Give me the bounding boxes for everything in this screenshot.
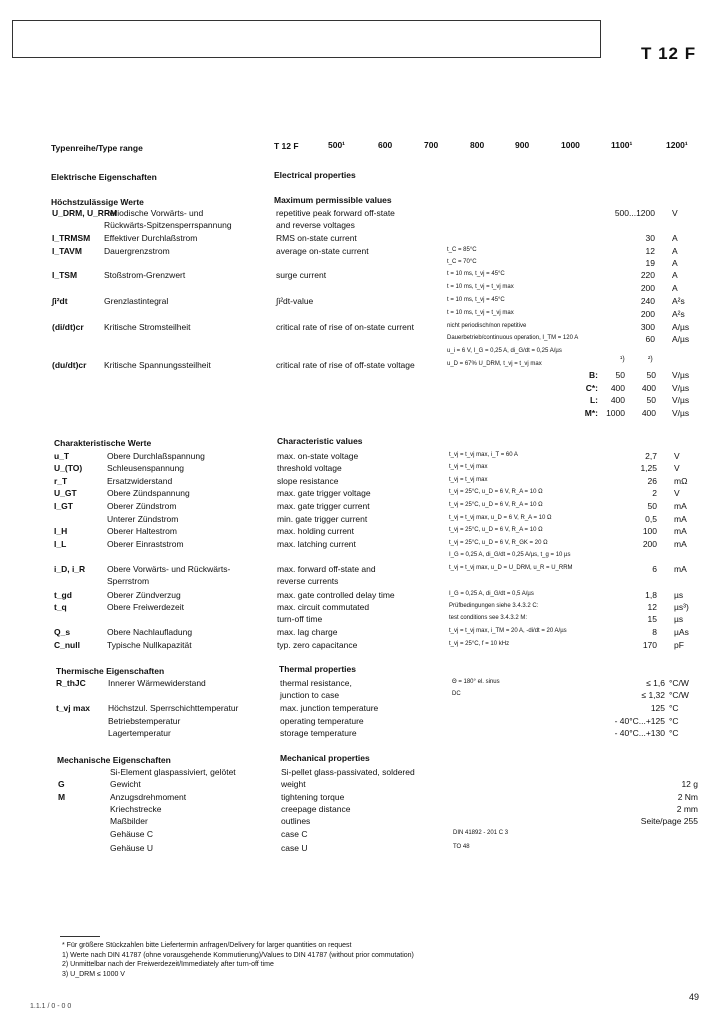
char-condition: I_G = 0,25 A, di_G/dt = 0,25 A/µs, t_g = 10 µs (449, 552, 571, 558)
char-de: Oberer Einraststrom (107, 539, 184, 549)
thermal-value: ≤ 1,32 (641, 690, 665, 700)
mech-condition: DIN 41892 - 201 C 3 (453, 830, 509, 836)
dudt-value-2: 50 (646, 370, 656, 380)
char-unit: mA (674, 526, 687, 536)
thermal-en: operating temperature (280, 716, 364, 726)
max-value: 19 (645, 258, 655, 268)
char-value: 6 (652, 564, 657, 574)
char-de: Obere Vorwärts- und Rückwärts- (107, 564, 231, 574)
char-value: 1,8 (645, 590, 657, 600)
thermal-unit: °C/W (669, 690, 689, 700)
char-de: Obere Nachlaufladung (107, 627, 193, 637)
bottom-marks: 1.1.1 / 0 - 0 0 (30, 1003, 72, 1010)
char-de: Sperrstrom (107, 576, 150, 586)
dudt-grade: M*: (584, 407, 598, 418)
mech-en: tightening torque (281, 792, 345, 802)
max-en: and reverse voltages (276, 220, 355, 230)
mech-de: Kriechstrecke (110, 804, 162, 814)
char-condition: t_vj = t_vj max (449, 464, 488, 470)
mech-de: Gehäuse U (110, 843, 153, 853)
thermal-de: Höchstzul. Sperrschichttemperatur (108, 703, 239, 713)
char-condition: t_vj = t_vj max, i_TM = 20 A, -di/dt = 20 A/µs (449, 628, 567, 634)
char-condition: t_vj = 25°C, u_D = 6 V, R_A = 10 Ω (449, 527, 543, 533)
char-en: max. gate controlled delay time (277, 590, 395, 600)
mech-en: Si-pellet glass-passivated, soldered (281, 767, 415, 777)
type-voltage: 900 (515, 140, 530, 150)
max-unit: A (672, 283, 678, 293)
char-unit: µs (674, 590, 684, 600)
char-unit: mA (674, 539, 687, 549)
mech-symbol: G (58, 779, 65, 789)
char-unit: µs³) (674, 602, 689, 612)
dudt-value-1: 400 (610, 395, 625, 405)
dudt-symbol: (du/dt)cr (52, 360, 87, 370)
char-de: Typische Nullkapazität (107, 640, 192, 650)
dudt-grade: C*: (585, 382, 598, 393)
thermal-symbol: R_thJC (56, 678, 86, 688)
dudt-value-2: 400 (641, 407, 656, 418)
char-value: 0,5 (645, 514, 657, 524)
thermal-value: - 40°C...+130 (614, 728, 665, 738)
max-symbol: ∫i²dt (52, 296, 68, 306)
max-unit: A²s (672, 296, 685, 306)
char-condition: t_vj = t_vj max, u_D = U_DRM, u_R = U_RRM (449, 565, 573, 571)
max-unit: A (672, 246, 678, 256)
characteristic-de: Charakteristische Werte (54, 438, 152, 448)
max-condition: t = 10 ms, t_vj = 45°C (447, 297, 505, 303)
char-condition: I_G = 0,25 A, di_G/dt = 0,5 A/µs (449, 591, 534, 597)
char-condition: t_vj = t_vj max, u_D = 6 V, R_A = 10 Ω (449, 515, 552, 521)
max-value: 200 (640, 309, 655, 319)
type-voltage: 600 (378, 140, 393, 150)
dudt-unit: V/µs (672, 382, 690, 393)
max-de: Dauergrenzstrom (104, 246, 170, 256)
thermal-de: Lagertemperatur (108, 728, 171, 738)
page-number: 49 (689, 992, 700, 1002)
max-en: repetitive peak forward off-state (276, 208, 395, 218)
char-symbol: Q_s (54, 627, 71, 637)
thermal-symbol: t_vj max (56, 703, 91, 713)
char-unit: µAs (674, 627, 689, 637)
max-unit: V (672, 208, 678, 218)
char-value: 170 (642, 640, 657, 650)
type-voltage: 500¹ (328, 140, 346, 150)
char-unit: mA (674, 514, 687, 524)
max-unit: A/µs (672, 322, 690, 332)
char-unit: mΩ (674, 476, 688, 486)
char-symbol: C_null (54, 640, 80, 650)
max-symbol: I_TSM (52, 270, 78, 280)
char-en: max. circuit commutated (277, 602, 370, 612)
char-de: Ersatzwiderstand (107, 476, 173, 486)
max-value: 30 (645, 233, 655, 243)
type-voltage: 1200¹ (666, 140, 688, 150)
max-value: 500...1200 (614, 208, 655, 218)
char-value: 100 (642, 526, 657, 536)
max-symbol: U_DRM, U_RRM (52, 208, 118, 218)
dudt-en: critical rate of rise of off-state voltage (276, 360, 415, 370)
mech-value: Seite/page 255 (640, 816, 698, 826)
char-en: max. on-state voltage (277, 451, 359, 461)
char-unit: V (674, 463, 680, 473)
char-de: Schleusenspannung (107, 463, 185, 473)
char-value: 2 (652, 488, 657, 498)
type-voltage: 1000 (561, 140, 580, 150)
max-de: Grenzlastintegral (104, 296, 169, 306)
max-condition: u_i = 6 V, I_G = 0,25 A, di_G/dt = 0,25 A/µs (447, 348, 562, 354)
mech-value: 12 g (681, 779, 698, 789)
max-en: surge current (276, 270, 327, 280)
thermal-value: - 40°C...+125 (614, 716, 665, 726)
max-condition: t = 10 ms, t_vj = 45°C (447, 271, 505, 277)
dudt-value-2: 50 (646, 395, 656, 405)
char-en: turn-off time (277, 614, 323, 624)
dudt-grade: B: (589, 370, 598, 380)
max-de: Kritische Stromsteilheit (104, 322, 191, 332)
char-de: Oberer Zündverzug (107, 590, 181, 600)
mech-condition: TO 48 (453, 844, 470, 850)
char-unit: mA (674, 501, 687, 511)
max-unit: A/µs (672, 334, 690, 344)
char-symbol: t_gd (54, 590, 72, 600)
mech-de: Anzugsdrehmoment (110, 792, 187, 802)
thermal-condition: Θ = 180° el. sinus (452, 679, 500, 685)
max-value: 12 (645, 246, 655, 256)
dudt-unit: V/µs (672, 395, 690, 405)
dudt-de: Kritische Spannungssteilheit (104, 360, 211, 370)
mech-de: Si-Element glaspassiviert, gelötet (110, 767, 236, 777)
thermal-unit: °C/W (669, 678, 689, 688)
max-symbol: I_TRMSM (52, 233, 91, 243)
dudt-unit: V/µs (672, 370, 690, 380)
char-en: min. gate trigger current (277, 514, 368, 524)
mech-en: weight (281, 779, 306, 789)
char-en: reverse currents (277, 576, 339, 586)
char-en: threshold voltage (277, 463, 342, 473)
char-condition: t_vj = t_vj max (449, 477, 488, 483)
max-en: critical rate of rise of on-state current (276, 322, 414, 332)
char-en: max. lag charge (277, 627, 338, 637)
char-en: max. gate trigger current (277, 501, 370, 511)
char-symbol: u_T (54, 451, 70, 461)
char-de: Obere Freiwerdezeit (107, 602, 185, 612)
char-symbol: U_(TO) (54, 463, 83, 473)
char-de: Unterer Zündstrom (107, 514, 179, 524)
mech-de: Gewicht (110, 779, 141, 789)
mech-value: 2 Nm (677, 792, 698, 802)
char-condition: t_vj = 25°C, f = 10 kHz (449, 641, 510, 647)
char-de: Obere Durchlaßspannung (107, 451, 205, 461)
max-condition: nicht periodisch/non repetitive (447, 323, 527, 329)
max-symbol: (di/dt)cr (52, 322, 84, 332)
max-en: average on-state current (276, 246, 369, 256)
char-unit: mA (674, 564, 687, 574)
max-condition: t_C = 85°C (447, 247, 477, 253)
char-en: max. forward off-state and (277, 564, 376, 574)
max-de: Periodische Vorwärts- und (104, 208, 204, 218)
max-condition: t = 10 ms, t_vj = t_vj max (447, 310, 514, 316)
char-en: typ. zero capacitance (277, 640, 358, 650)
char-de: Oberer Zündstrom (107, 501, 177, 511)
mech-en: case C (281, 829, 308, 839)
char-value: 26 (647, 476, 657, 486)
dudt-condition: u_D = 67% U_DRM, t_vj = t_vj max (447, 361, 542, 367)
max-unit: A²s (672, 309, 685, 319)
max-value: 60 (645, 334, 655, 344)
characteristic-en: Characteristic values (277, 436, 363, 446)
thermal-unit: °C (669, 716, 679, 726)
max-de: Stoßstrom-Grenzwert (104, 270, 186, 280)
max-condition: t_C = 70°C (447, 259, 477, 265)
char-condition: test conditions see 3.4.3.2 M: (449, 615, 528, 621)
dudt-unit: V/µs (672, 407, 690, 418)
thermal-en: max. junction temperature (280, 703, 379, 713)
footnote-rule (60, 936, 100, 937)
max-symbol: I_TAVM (52, 246, 82, 256)
maximum-de: Höchstzulässige Werte (51, 197, 144, 207)
char-value: 1,25 (640, 463, 657, 473)
max-unit: A (672, 233, 678, 243)
dudt-colhead: ²) (648, 356, 653, 363)
max-de: Effektiver Durchlaßstrom (104, 233, 198, 243)
dudt-value-2: 400 (641, 382, 656, 393)
max-value: 240 (640, 296, 655, 306)
char-unit: V (674, 488, 680, 498)
char-unit: µs (674, 614, 684, 624)
char-value: 200 (642, 539, 657, 549)
thermal-unit: °C (669, 703, 679, 713)
model-title: T 12 F (641, 44, 697, 63)
mech-symbol: M (58, 792, 66, 802)
char-condition: t_vj = 25°C, u_D = 6 V, R_A = 10 Ω (449, 489, 543, 495)
max-condition: t = 10 ms, t_vj = t_vj max (447, 284, 514, 290)
max-de: Rückwärts-Spitzensperrspannung (104, 220, 232, 230)
char-value: 8 (652, 627, 657, 637)
type-range-label: Typenreihe/Type range (51, 143, 143, 153)
char-unit: pF (674, 640, 684, 650)
char-symbol: r_T (54, 476, 68, 486)
max-en: RMS on-state current (276, 233, 357, 243)
char-condition: t_vj = t_vj max, i_T = 60 A (449, 452, 518, 458)
electrical-en: Electrical properties (274, 170, 356, 180)
max-value: 220 (640, 270, 655, 280)
dudt-colhead: ¹) (620, 356, 625, 363)
max-unit: A (672, 270, 678, 280)
mech-en: outlines (281, 816, 311, 826)
thermal-de: Betriebstemperatur (108, 716, 181, 726)
thermal-value: 125 (650, 703, 665, 713)
electrical-de: Elektrische Eigenschaften (51, 172, 157, 182)
type-voltage: 800 (470, 140, 485, 150)
mech-value: 2 mm (676, 804, 698, 814)
type-voltage: 700 (424, 140, 439, 150)
mech-de: Gehäuse C (110, 829, 153, 839)
mech-en: case U (281, 843, 308, 853)
char-value: 15 (647, 614, 657, 624)
dudt-value-1: 50 (615, 370, 625, 380)
thermal-condition: DC (452, 691, 461, 697)
max-condition: Dauerbetrieb/continuous operation, I_TM = 120 A (447, 335, 579, 341)
max-en: ∫i²dt-value (276, 296, 314, 306)
thermal-unit: °C (669, 728, 679, 738)
char-symbol: t_q (54, 602, 67, 612)
footnote: * Für größere Stückzahlen bitte Liefertermin anfragen/Delivery for larger quantities on request (62, 942, 352, 949)
footnote: 1) Werte nach DIN 41787 (ohne vorausgehende Kommutierung)/Values to DIN 41787 (without prior commutation) (62, 951, 414, 959)
char-value: 2,7 (645, 451, 657, 461)
char-en: slope resistance (277, 476, 339, 486)
dudt-value-1: 1000 (606, 407, 625, 418)
maximum-en: Maximum permissible values (274, 195, 392, 205)
char-en: max. holding current (277, 526, 355, 536)
thermal-en: junction to case (280, 690, 340, 700)
mechanical-en: Mechanical properties (280, 753, 370, 763)
char-unit: V (674, 451, 680, 461)
thermal-value: ≤ 1,6 (646, 678, 665, 688)
thermal-en: Thermal properties (279, 664, 356, 674)
type-range-model: T 12 F (274, 141, 299, 151)
thermal-en: storage temperature (280, 728, 357, 738)
char-value: 12 (647, 602, 657, 612)
dudt-value-1: 400 (610, 382, 625, 393)
mechanical-de: Mechanische Eigenschaften (57, 755, 171, 765)
thermal-en: thermal resistance, (280, 678, 352, 688)
char-de: Obere Zündspannung (107, 488, 190, 498)
thermal-de: Innerer Wärmewiderstand (108, 678, 206, 688)
max-value: 200 (640, 283, 655, 293)
char-symbol: i_D, i_R (54, 564, 86, 574)
footnote: 3) U_DRM ≤ 1000 V (62, 970, 125, 978)
header-box (12, 20, 601, 58)
char-symbol: I_L (54, 539, 67, 549)
max-unit: A (672, 258, 678, 268)
char-symbol: I_H (54, 526, 68, 536)
mech-de: Maßbilder (110, 816, 148, 826)
char-en: max. latching current (277, 539, 356, 549)
max-value: 300 (640, 322, 655, 332)
char-symbol: U_GT (54, 488, 77, 498)
type-voltage: 1100¹ (611, 140, 633, 150)
mech-en: creepage distance (281, 804, 351, 814)
dudt-grade: L: (589, 395, 598, 405)
char-condition: t_vj = 25°C, u_D = 6 V, R_GK = 20 Ω (449, 540, 548, 546)
char-de: Oberer Haltestrom (107, 526, 177, 536)
char-symbol: I_GT (54, 501, 73, 511)
char-value: 50 (647, 501, 657, 511)
char-condition: t_vj = 25°C, u_D = 6 V, R_A = 10 Ω (449, 502, 543, 508)
char-condition: Prüfbedingungen siehe 3.4.3.2 C: (449, 603, 539, 609)
footnote: 2) Unmittelbar nach der Freiwerdezeit/Immediately after turn-off time (62, 961, 274, 968)
thermal-de: Thermische Eigenschaften (56, 666, 165, 676)
char-en: max. gate trigger voltage (277, 488, 371, 498)
